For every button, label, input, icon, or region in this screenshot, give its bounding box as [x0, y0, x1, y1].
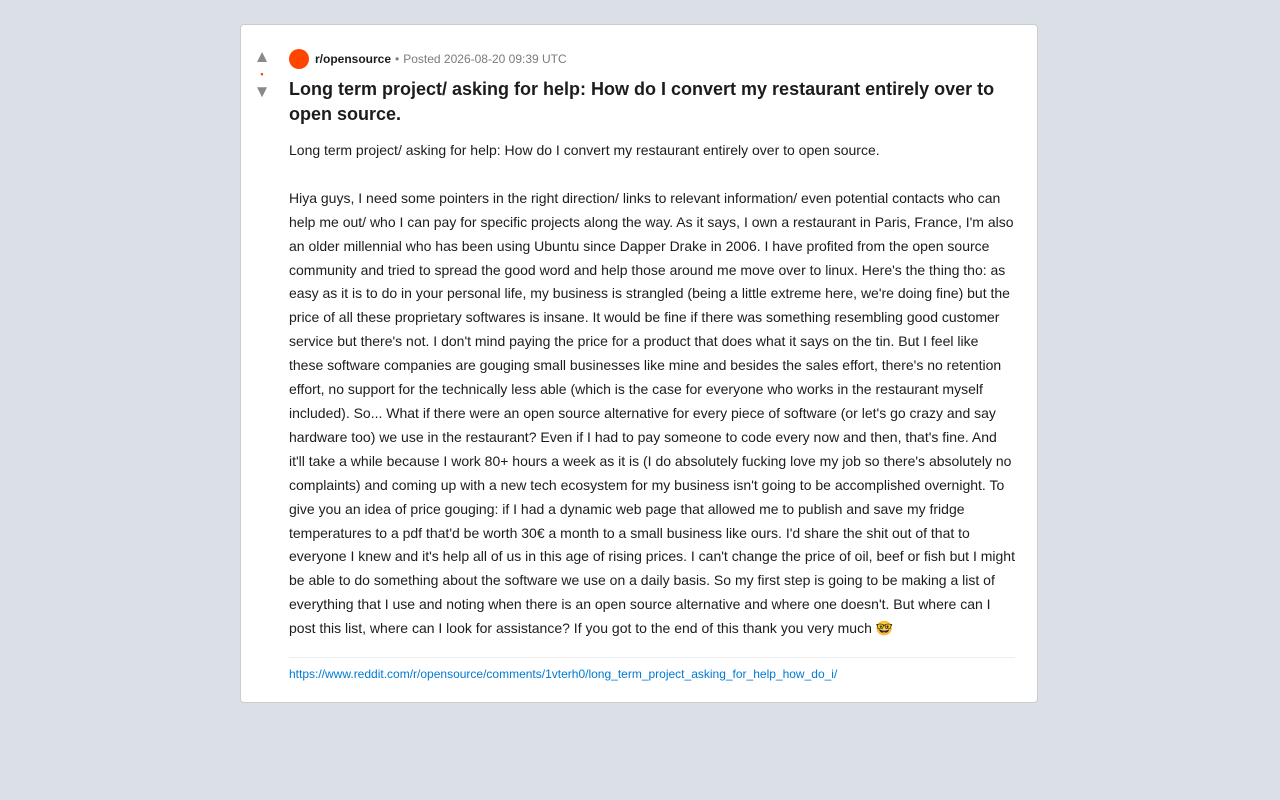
vote-score: • [260, 69, 264, 79]
post-title: Long term project/ asking for help: How do I convert my restaurant entirely over to open source. [289, 79, 995, 124]
post-content [289, 49, 1015, 682]
post-footer [289, 657, 1015, 682]
subreddit-icon[interactable] [289, 49, 309, 69]
post-card [240, 24, 1038, 703]
vote-column [249, 47, 275, 102]
post-body: Long term project/ asking for help: How do I convert my restaurant entirely over to open source. Hiya guys, I need some pointers in the right direction/ links to relevant information/ even potential contacts who can help me out/ who I can pay for specific projects along the way. As it says, I own a restaurant in Paris, France, I'm also an older millennial who has been using Ubuntu since Dapper Drake in 2006. I have profited from the open source community and tried to spread the good word and help those around me move over to linux. Here's the thing tho: as easy as it is to do in your personal life, my business is strangled (being a little extreme here, we're doing fine) but the price of all these proprietary softwares is insane. It would be fine if there was something resembling good customer service but there's not. I don't mind paying the price for a product that does what it says on the tin. But I feel like these software companies are gouging small businesses like mine and besides the sales effort, there's no retention effort, no support for the technically less able (which is the case for everyone who works in the restaurant myself included). So... What if there were an open source alternative for every piece of software (or let's go crazy and say hardware too) we use in the restaurant? Even if I had to pay someone to code every now and then, that's fine. And it'll take a while because I work 80+ hours a week as it is (I do absolutely fucking love my job so there's absolutely no complaints) and coming up with a new tech ecosystem for my business isn't going to be accomplished overnight. To give you an idea of price gouging: if I had a dynamic web page that allowed me to publish and save my fridge temperatures to a pdf that'd be worth 30€ a month to a small business like ours. I'd share the shit out of that to everyone I knew and it's help all of us in this age of rising prices. I can't change the price of oil, beef or fish but I might be able to do something about the software we use on a daily basis. So my first step is going to be making a list of everything that I use and noting when there is an open source alternative and where one doesn't. But where can I post this list, where can I look for assistance? If you got to the end of this thank you very much 🤓 [289, 142, 1015, 637]
post-permalink[interactable]: https://www.reddit.com/r/opensource/comments/1vterh0/long_term_project_asking_for_help_how_do_i/ [289, 667, 838, 682]
post-meta [289, 49, 1015, 69]
upvote-arrow-icon[interactable]: ▲ [253, 47, 271, 66]
meta-separator: • [395, 52, 400, 66]
subreddit-name[interactable]: r/opensource [315, 52, 392, 66]
downvote-arrow-icon[interactable]: ▼ [253, 82, 271, 101]
post-timestamp: Posted 2026-08-20 09:39 UTC [403, 52, 567, 66]
